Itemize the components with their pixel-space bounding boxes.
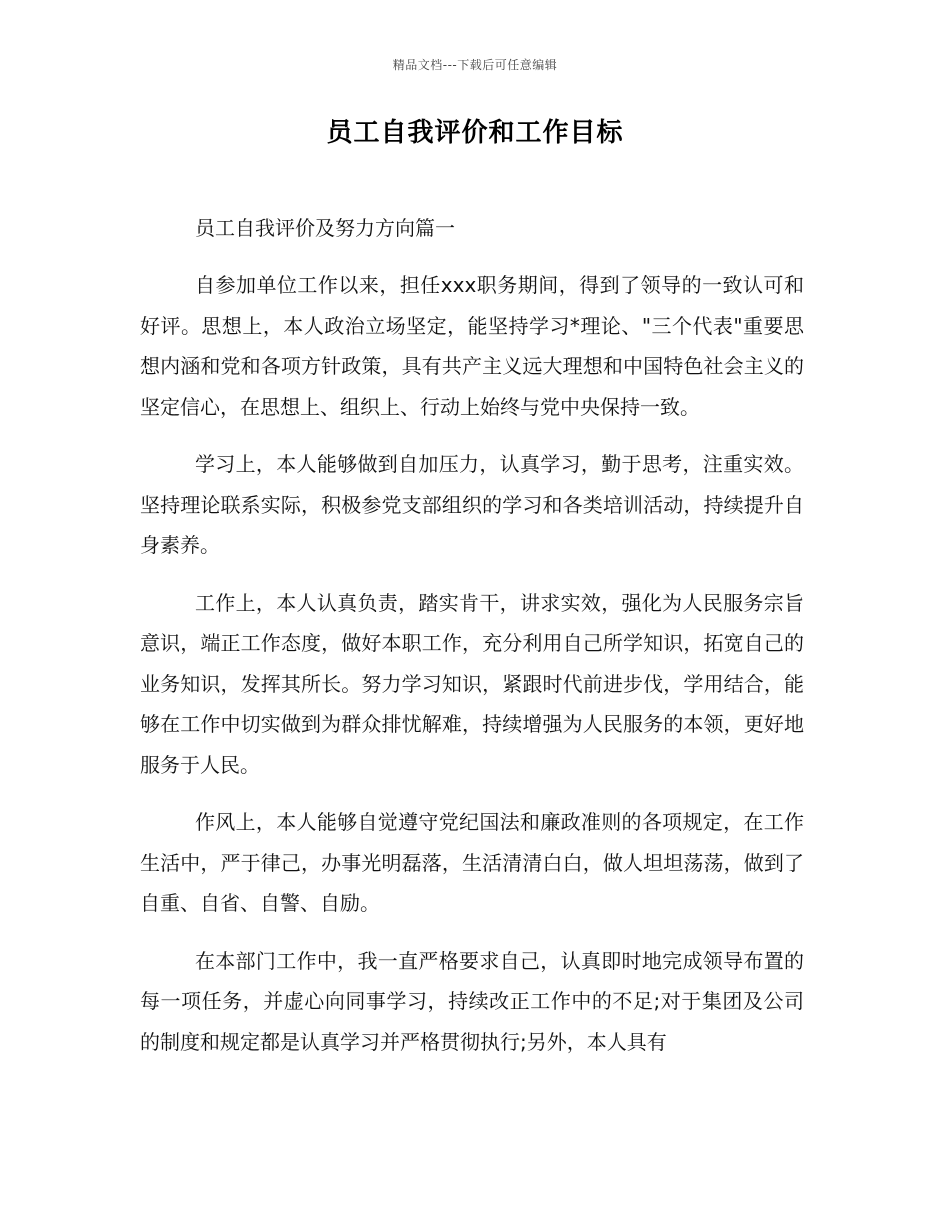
section-subheading: 员工自我评价及努力方向篇一 bbox=[195, 216, 455, 240]
paragraph-5: 在本部门工作中，我一直严格要求自己，认真即时地完成领导布置的每一项任务，并虚心向同事学习，持续改正工作中的不足;对于集团及公司的制度和规定都是认真学习并严格贯彻执行;另外，本人具有 bbox=[140, 948, 804, 1054]
document-body bbox=[140, 208, 804, 1079]
document-title: 员工自我评价和工作目标 bbox=[326, 118, 624, 148]
header-note: 精品文档---下载后可任意编辑 bbox=[392, 58, 558, 72]
paragraph-1: 自参加单位工作以来，担任xxx职务期间，得到了领导的一致认可和好评。思想上，本人政治立场坚定，能坚持学习*理论、"三个代表"重要思想内涵和党和各项方针政策，具有共产主义远大理想和中国特色社会主义的坚定信心，在思想上、组织上、行动上始终与党中央保持一致。 bbox=[140, 273, 804, 419]
paragraph-2: 学习上，本人能够做到自加压力，认真学习，勤于思考，注重实效。坚持理论联系实际，积极参党支部组织的学习和各类培训活动，持续提升自身素养。 bbox=[140, 452, 804, 557]
paragraph-4: 作风上，本人能够自觉遵守党纪国法和廉政准则的各项规定，在工作生活中，严于律己，办事光明磊落，生活清清白白，做人坦坦荡荡，做到了自重、自省、自警、自励。 bbox=[140, 810, 804, 915]
paragraph-3: 工作上，本人认真负责，踏实肯干，讲求实效，强化为人民服务宗旨意识，端正工作态度，做好本职工作，充分利用自己所学知识，拓宽自己的业务知识，发挥其所长。努力学习知识，紧跟时代前进步伐，学用结合，能够在工作中切实做到为群众排忧解难，持续增强为人民服务的本领，更好地服务于人民。 bbox=[140, 590, 804, 777]
